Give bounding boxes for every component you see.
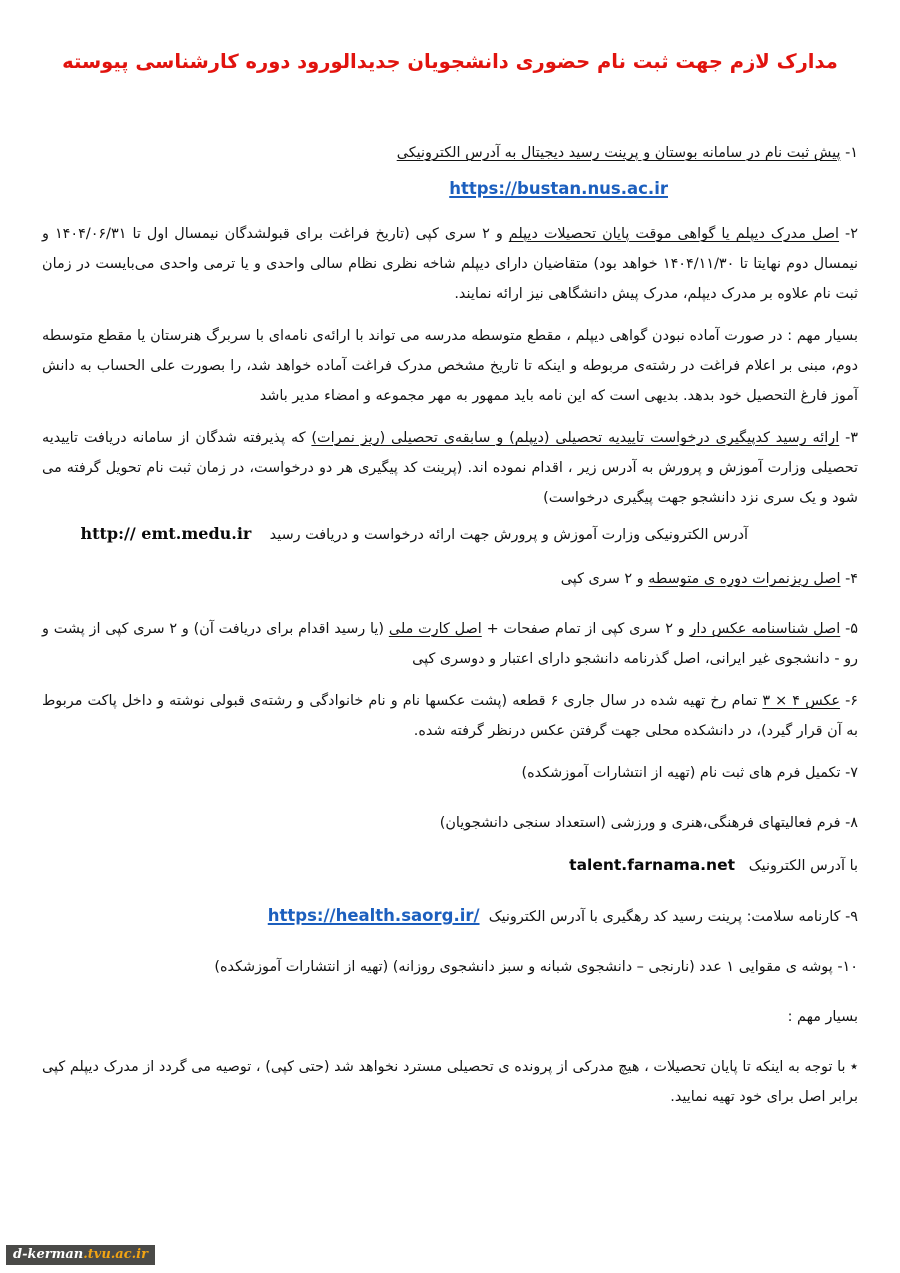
list-item-2-underlined: اصل مدرک دیپلم یا گواهی موقت پایان تحصیلات دیپلم <box>508 226 840 242</box>
list-item-1-number: ۱- <box>845 145 858 161</box>
watermark-primary: d-kerman <box>13 1247 84 1262</box>
list-item-9-number: ۹- <box>845 909 858 925</box>
note-very-important-2: ٭ با توجه به اینکه تا پایان تحصیلات ، هیچ مدرکی از پرونده ی تحصیلی مسترد نخواهد شد (حتی کپی) ، توصیه می گردد از مدرک دیپلم کپی برابر اصل برای خود تهیه نمایید. <box>42 1059 858 1105</box>
health-saorg-link[interactable]: https://health.saorg.ir/ <box>267 906 480 925</box>
list-item-6-number: ۶- <box>845 693 858 709</box>
list-item-3 <box>42 423 858 513</box>
list-item-5-number: ۵- <box>845 621 858 637</box>
list-item-4-number: ۴- <box>845 571 858 587</box>
list-item-5-text: (یا رسید اقدام برای دریافت آن) و ۲ سری کپی از پشت و رو - دانشجوی غیر ایرانی، اصل گذرنامه دانشجو دارای اعتبار و دوسری کپی <box>42 621 858 667</box>
list-item-3-underlined: ارائه رسید کدپیگیری درخواست تاییدیه تحصیلی (دیپلم) و سابقه‌ی تحصیلی (ریز نمرات) <box>311 430 840 446</box>
list-item-4-underlined: اصل ریزنمرات دوره ی متوسطه <box>648 571 841 587</box>
list-item-3-text: که پذیرفته شدگان از سامانه دریافت تاییدیه تحصیلی وزارت آموزش و پرورش به آدرس زیر ، اقدام نموده اند. (پرینت کد پیگیری هر دو درخواست، در زمان ثبت نام تحویل گرفته می شود و یک سری نزد دانشجو جهت پیگیری درخواست) <box>42 430 858 506</box>
list-item-7-number: ۷- <box>845 765 858 781</box>
list-item-6-text: تمام رخ تهیه شده در سال جاری ۶ قطعه (پشت عکسها نام و نام خانوادگی و رشته‌ی قبولی نوشته و داخل پاکت مربوط به آن قرار گیرد)، در دانشکده محلی جهت گرفتن عکس درنظر گرفته شده. <box>42 693 858 739</box>
list-item-7-text: تکمیل فرم های ثبت نام (تهیه از انتشارات آموزشکده) <box>521 765 841 781</box>
list-item-7 <box>42 758 858 788</box>
emt-address-label: آدرس الکترونیکی وزارت آموزش و پرورش جهت ارائه درخواست و دریافت رسید <box>269 527 748 543</box>
list-item-9-text: کارنامه سلامت: پرینت رسید کد رهگیری با آدرس الکترونیک <box>488 909 841 925</box>
note-very-important-2-heading: بسیار مهم : <box>787 1009 858 1025</box>
list-item-8-number: ۸- <box>845 815 858 831</box>
list-item-5-underlined-a: اصل شناسنامه عکس دار <box>689 621 841 637</box>
page-title: مدارک لازم جهت ثبت نام حضوری دانشجویان جدیدالورود دوره کارشناسی پیوسته <box>62 50 838 73</box>
list-item-2 <box>42 219 858 309</box>
list-item-10-number: ۱۰- <box>837 959 858 975</box>
talent-farnama-address[interactable]: talent.farnama.net <box>569 856 735 874</box>
list-item-4-text: و ۲ سری کپی <box>560 571 649 587</box>
site-watermark <box>6 1245 155 1265</box>
note-very-important-1: بسیار مهم : در صورت آماده نبودن گواهی دیپلم ، مقطع متوسطه مدرسه می تواند با ارائه‌ی نامه‌ای با سربرگ هنرستان یا مقطع متوسطه دوم، مبنی بر اعلام فراغت در رشته‌ی مربوطه و اینکه تا تاریخ مشخص مدرک فراغت آماده خواهد شد، را بصورت علی الحساب به دانش آموز فارغ التحصیل خود بدهد. بدیهی است که این نامه باید ممهور به مهر مجموعه و امضاء مدیر باشد <box>42 328 858 404</box>
list-item-2-text: و ۲ سری کپی (تاریخ فراغت برای قبولشدگان نیمسال اول تا ۱۴۰۴/۰۶/۳۱ و نیمسال دوم نهایتا تا ۱۴۰۴/۱۱/۳۰ خواهد بود) متقاضیان دارای دیپلم شاخه نظری نظام سالی واحدی و یا ترمی واحدی می‌بایست در زمان ثبت نام علاوه بر مدرک دیپلم، مدرک پیش دانشگاهی نیز ارائه نمایند. <box>42 226 858 302</box>
list-item-6-underlined: عکس ۴ × ۳ <box>762 693 840 709</box>
list-item-5-mid: و ۲ سری کپی از تمام صفحات + <box>481 621 690 637</box>
list-item-10-text: پوشه ی مقوایی ۱ عدد (نارنجی – دانشجوی شبانه و سبز دانشجوی روزانه) (تهیه از انتشارات آموزشکده) <box>214 959 833 975</box>
list-item-8-text: فرم فعالیتهای فرهنگی،هنری و ورزشی (استعداد سنجی دانشجویان) <box>439 815 841 831</box>
talent-address-row <box>42 850 858 881</box>
list-item-9 <box>42 901 858 932</box>
emt-address-row <box>42 519 858 550</box>
talent-address-label: با آدرس الکترونیک <box>748 858 858 874</box>
emt-medu-address[interactable]: http:// emt.medu.ir <box>80 524 252 543</box>
list-item-5 <box>42 614 858 674</box>
list-item-2-number: ۲- <box>845 226 858 242</box>
list-item-5-underlined-b: اصل کارت ملی <box>388 621 482 637</box>
bustan-portal-link[interactable]: https://bustan.nus.ac.ir <box>449 179 668 198</box>
list-item-1-link-row <box>42 174 858 205</box>
list-item-10 <box>42 952 858 982</box>
list-item-3-number: ۳- <box>845 430 858 446</box>
list-item-1 <box>42 138 858 168</box>
watermark-secondary: .tvu.ac.ir <box>83 1247 148 1262</box>
list-item-4 <box>42 564 858 594</box>
list-item-8 <box>42 808 858 838</box>
document-body <box>42 138 858 1124</box>
list-item-1-text: پیش ثبت نام در سامانه بوستان و پرینت رسید دیجیتال به آدرس الکترونیکی <box>396 145 841 161</box>
list-item-6 <box>42 686 858 746</box>
